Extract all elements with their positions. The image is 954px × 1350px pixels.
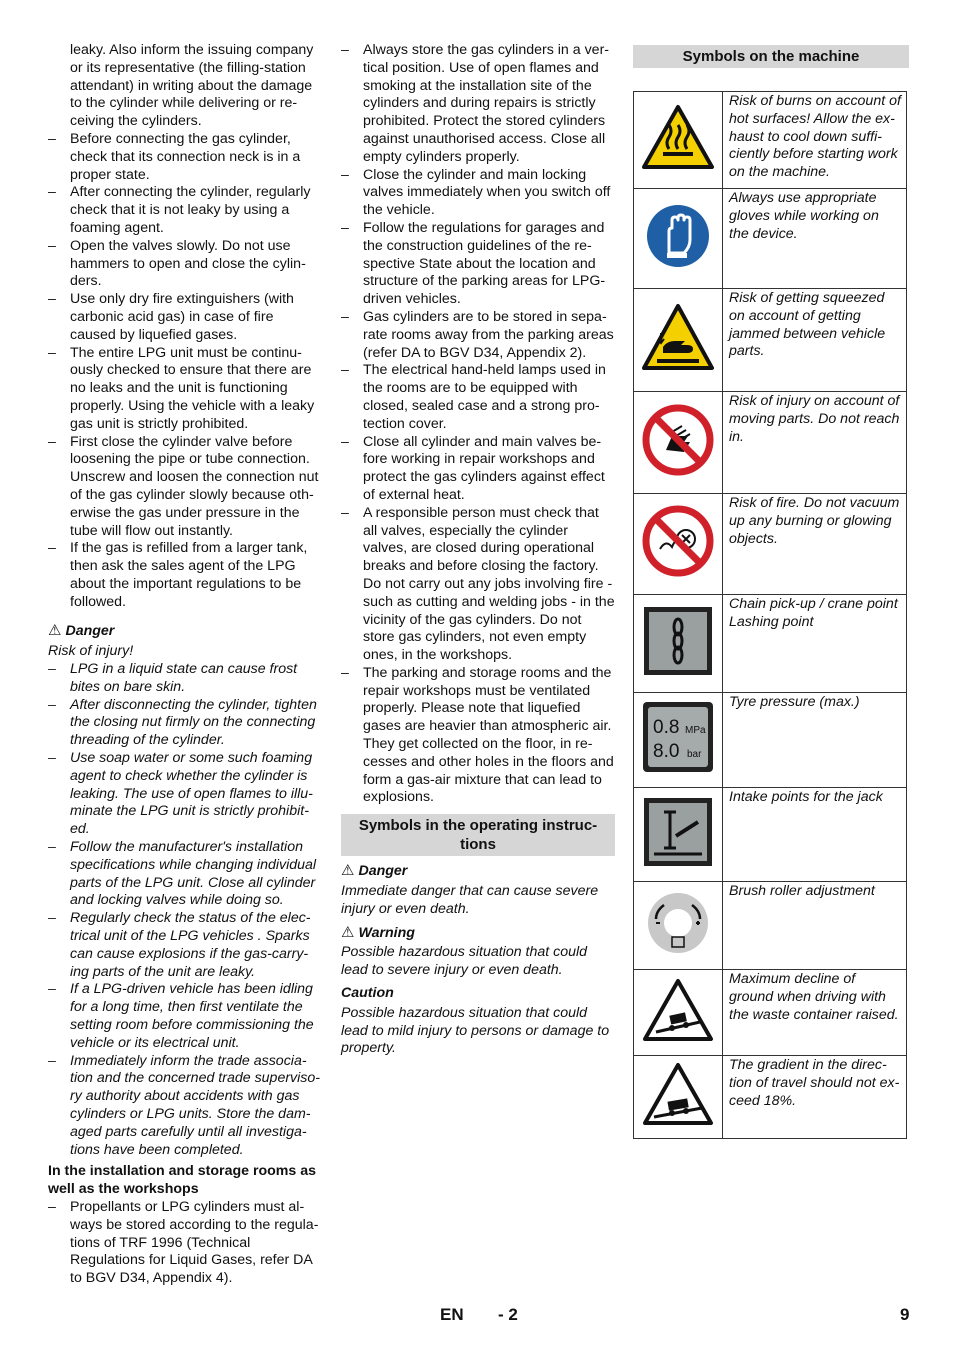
danger-heading [341, 862, 615, 881]
list-item [341, 309, 615, 362]
column-2 [341, 42, 615, 1058]
list-item [48, 981, 320, 1052]
list-dash: – [48, 237, 56, 254]
list-dash: – [48, 696, 56, 713]
symbol-row [634, 788, 907, 882]
symbol-text: Intake points for the jack [723, 788, 907, 882]
list-dash: – [48, 130, 56, 147]
symbol-text: Tyre pressure (max.) [723, 693, 907, 788]
list-item [341, 505, 615, 665]
list-item-text: If a LPG-driven vehicle has been idling for a long time, then first ventilate the setting room before commissioning the vehicle or its electrical unit. [70, 981, 314, 1051]
no-vacuum-burning-icon [634, 494, 723, 595]
list-item-text: A responsible person must check that all valves, especially the cylinder valves, are closed during operational breaks and before closing the factory. Do not carry out any jobs involving fire - such as cutting and welding jobs - in the vicinity of the gas cylinders. Do not store gas cylinders, not even empty ones, in the workshops. [363, 504, 615, 664]
caution-heading: Caution [341, 985, 394, 1002]
hot-surface-warning-icon [634, 92, 723, 189]
list-item-text: LPG in a liquid state can cause frost bites on bare skin. [70, 661, 298, 695]
tyre-pressure-icon [634, 693, 723, 788]
symbol-text: Risk of injury on account of moving parts. Do not reach in. [723, 392, 907, 494]
list-item-text: The entire LPG unit must be continu-ously checked to ensure that there are no leaks and the unit is functioning properly. Using the vehicle with a leaky gas unit is strictly prohibited. [70, 344, 315, 432]
symbol-text: Risk of getting squeezed on account of getting jammed between vehicle parts. [723, 289, 907, 392]
jack-point-icon [634, 788, 723, 882]
symbol-row [634, 1056, 907, 1139]
list-item [48, 1199, 320, 1288]
list-dash: – [48, 661, 56, 678]
footer-page-number: 9 [900, 1305, 910, 1324]
list-item-text: Gas cylinders are to be stored in sepa-rate rooms away from the parking areas (refer DA to BGV D34, Appendix 2). [363, 308, 614, 361]
gradient-warning-icon [634, 1056, 723, 1139]
symbol-row [634, 693, 907, 788]
list-dash: – [48, 291, 56, 308]
list-item [341, 42, 615, 167]
symbol-text: Maximum decline of ground when driving with the waste container raised. [723, 970, 907, 1056]
list-dash: – [48, 344, 56, 361]
list-item-text: Before connecting the gas cylinder, check that its connection neck is in a proper state. [70, 130, 301, 183]
section-title-operating-symbols: Symbols in the operating instruc-tions [341, 814, 615, 856]
max-decline-warning-icon [634, 970, 723, 1056]
symbol-text: Always use appropriate gloves while working on the device. [723, 189, 907, 289]
footer-language: EN [440, 1305, 464, 1324]
symbol-text: Chain pick-up / crane point Lashing point [723, 595, 907, 693]
column-1 [48, 42, 320, 1288]
list-item-text: Always store the gas cylinders in a ver-tical position. Use of open flames and smoking at the installation site of the cylinders and during repairs is strictly prohibited. Protect the stored cylinders against unauthorised access. Close all empty cylinders properly. [363, 42, 610, 165]
list-item-text: The electrical hand-held lamps used in the rooms are to be equipped with closed, sealed case and a strong pro-tection cover. [363, 362, 606, 432]
danger-label: Danger [65, 622, 115, 639]
list-item-text: First close the cylinder valve before loosening the pipe or tube connection. Unscrew and loosen the connection nut of the gas cylinder slowly because oth-erwise the gas under pressure in the tube will flow out instantly. [70, 433, 319, 539]
list-item-text: Follow the regulations for garages and the construction guidelines of the re-spective State about the location and structure of the parking areas for LPG-driven vehicles. [363, 219, 606, 308]
list-item [48, 540, 320, 611]
mpa-unit: MPa [685, 725, 706, 737]
list-item [48, 910, 320, 981]
bar-unit: bar [687, 749, 702, 761]
list-item-text: After connecting the cylinder, regularly check that it is not leaky by using a foaming agent. [70, 184, 311, 236]
list-dash: – [48, 910, 56, 927]
list-item-text: Use soap water or some such foaming agent to check whether the cylinder is leaking. The use of open flames to illu-minate the LPG unit is strictly prohibit-ed. [70, 750, 313, 838]
list-item [48, 345, 320, 434]
gloves-mandatory-icon [634, 189, 723, 289]
symbols-table [633, 91, 907, 1139]
list-item [48, 750, 320, 839]
list-item [341, 434, 615, 505]
list-item-text: Close the cylinder and main locking valves immediately when you switch off the vehicle. [363, 166, 611, 219]
danger-label: Danger [358, 863, 408, 880]
list-item [48, 697, 320, 750]
symbol-text: Risk of burns on account of hot surfaces! Allow the ex-haust to cool down suffi-ciently before starting work on the machine. [723, 92, 907, 189]
chain-lashing-point-icon [634, 595, 723, 693]
symbol-text: Brush roller adjustment [723, 882, 907, 970]
brush-roller-adjust-icon [634, 882, 723, 970]
list-item [48, 839, 320, 910]
list-dash: – [341, 219, 349, 236]
list-dash: – [48, 433, 56, 450]
list-item-text: Follow the manufacturer's installation specifications while changing individual parts of the LPG unit. Close all cylinder and locking valves while doing so. [70, 839, 317, 909]
danger-lead: Risk of injury! [48, 643, 134, 660]
list-item [341, 220, 615, 309]
list-item-text: Propellants or LPG cylinders must al-ways be stored according to the regula-tions of TRF 1996 (Technical Regulations for Liquid Gases, refer DA to BGV D34, Appendix 4). [70, 1199, 319, 1287]
section-title-machine-symbols: Symbols on the machine [633, 45, 909, 68]
symbol-row [634, 595, 907, 693]
symbol-row [634, 92, 907, 189]
list-dash: – [341, 504, 349, 521]
list-dash: – [341, 362, 349, 379]
warning-text: Possible hazardous situation that could lead to severe injury or even death. [341, 944, 588, 979]
symbol-text: Risk of fire. Do not vacuum up any burning or glowing objects. [723, 494, 907, 595]
list-dash: – [341, 664, 349, 681]
list-dash: – [341, 433, 349, 450]
footer-page-code: - 2 [498, 1305, 518, 1324]
list-item-text: Use only dry fire extinguishers (with carbonic acid gas) in case of fire caused by liquefied gases. [70, 291, 294, 343]
list-item [341, 167, 615, 220]
crush-hand-warning-icon [634, 289, 723, 392]
list-dash: – [48, 839, 56, 856]
list-dash: – [48, 184, 56, 201]
list-item-text: Regularly check the status of the elec-trical unit of the LPG vehicles . Sparks can cause explosions if the gas-carry-ing parts of the unit are leaky. [70, 910, 311, 980]
list-item [48, 1053, 320, 1160]
warning-triangle-icon: ⚠ [341, 862, 355, 880]
bar-value: 8.0 [653, 741, 680, 763]
danger-heading [48, 622, 320, 641]
caution-text: Possible hazardous situation that could lead to mild injury to persons or damage to property. [341, 1004, 610, 1057]
list-dash: – [341, 166, 349, 183]
list-item-text: After disconnecting the cylinder, tighten the closing nut firmly on the connecting threading of the cylinder. [70, 696, 317, 749]
symbol-row [634, 392, 907, 494]
warning-triangle-icon: ⚠ [341, 923, 355, 941]
list-dash: – [48, 750, 56, 767]
danger-text: Immediate danger that can cause severe injury or even death. [341, 883, 599, 917]
list-dash: – [341, 308, 349, 325]
continued-text: leaky. Also inform the issuing company or its representative (the filling-station attendant) in writing about the damage to the cylinder while delivering or re-ceiving the cylinders. [70, 42, 314, 130]
list-dash: – [48, 1052, 56, 1069]
symbol-row [634, 189, 907, 289]
rooms-heading: In the installation and storage rooms as well as the workshops [48, 1163, 317, 1198]
list-item-text: If the gas is refilled from a larger tank, then ask the sales agent of the LPG about the important regulations to be followed. [70, 540, 308, 610]
warning-heading [341, 924, 615, 943]
list-item-text: Immediately inform the trade associa-tion and the concerned trade superviso-ry authority about accidents with gas cylinders or LPG units. Store the dam-aged parts carefully until all investiga-tions have been completed. [70, 1052, 321, 1158]
warning-label: Warning [358, 924, 415, 941]
symbol-row [634, 289, 907, 392]
list-item [48, 131, 320, 184]
list-item [48, 184, 320, 237]
list-item [341, 665, 615, 807]
no-reach-in-icon [634, 392, 723, 494]
mpa-value: 0.8 [653, 717, 680, 739]
list-dash: – [48, 981, 56, 998]
symbol-row [634, 970, 907, 1056]
list-item-text: Open the valves slowly. Do not use hammers to open and close the cylin-ders. [70, 237, 306, 290]
list-item [341, 362, 615, 433]
list-dash: – [341, 42, 349, 58]
column-3 [633, 42, 909, 1139]
list-item [48, 661, 320, 697]
symbol-row [634, 882, 907, 970]
list-dash: – [48, 1199, 56, 1215]
list-item [48, 238, 320, 291]
list-dash: – [48, 540, 56, 557]
symbol-row [634, 494, 907, 595]
list-item [48, 434, 320, 541]
list-item [48, 291, 320, 344]
continued-list-item [48, 42, 320, 131]
warning-triangle-icon: ⚠ [48, 621, 62, 639]
list-item-text: The parking and storage rooms and the repair workshops must be ventilated properly. Please note that liquefied gases are heavier than atmospheric air. They get collected on the floor, in re-cesses and other holes in the floors and form a gas-air mixture that can lead to explosions. [363, 664, 614, 806]
list-item-text: Close all cylinder and main valves be-fore working in repair workshops and protect the gas cylinders against effect of external heat. [363, 433, 605, 503]
symbol-text: The gradient in the direc-tion of travel should not ex-ceed 18%. [723, 1056, 907, 1139]
